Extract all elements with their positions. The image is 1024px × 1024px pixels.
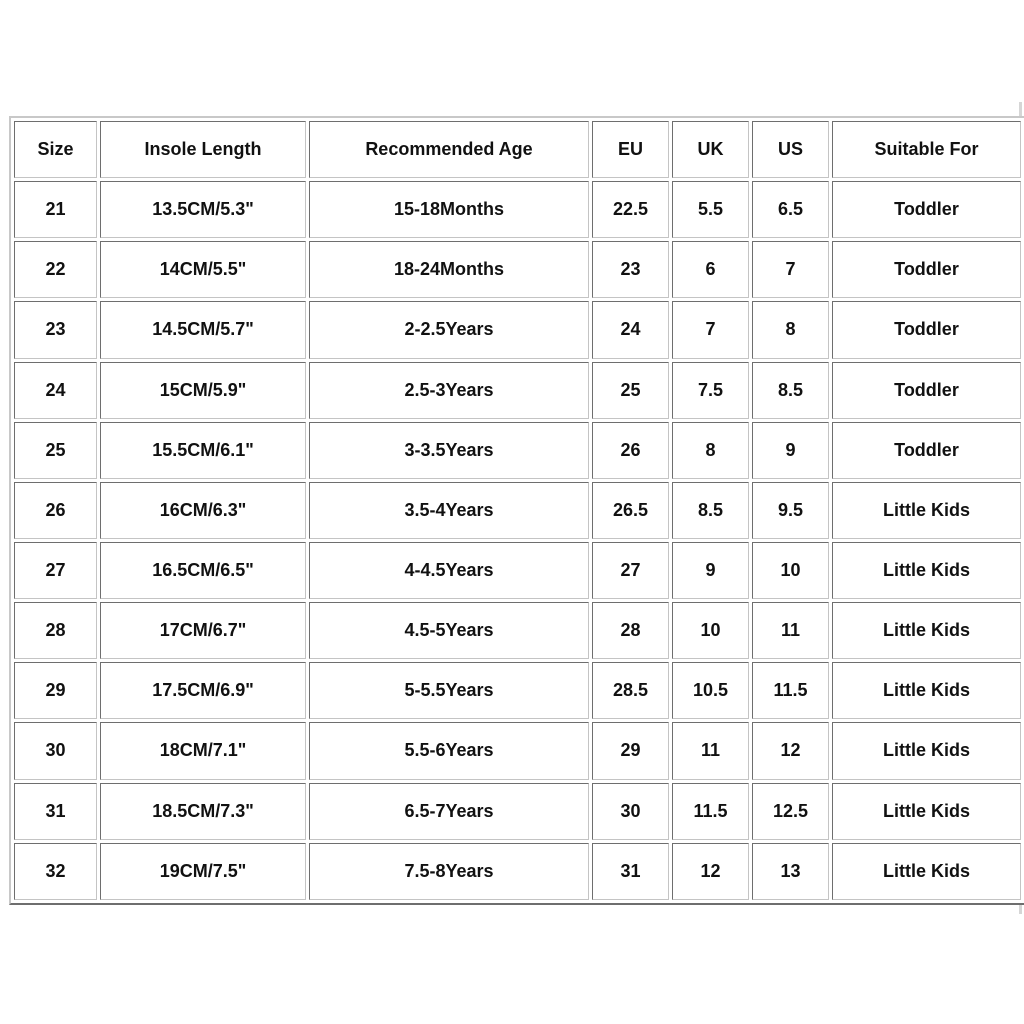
cell-recommended-age: 15-18Months <box>309 181 589 238</box>
cell-uk: 7 <box>672 301 749 358</box>
cell-us: 7 <box>752 241 829 298</box>
cell-size: 26 <box>14 482 97 539</box>
cell-recommended-age: 4.5-5Years <box>309 602 589 659</box>
cell-insole-length: 16CM/6.3" <box>100 482 306 539</box>
cell-eu: 28.5 <box>592 662 669 719</box>
cell-size: 29 <box>14 662 97 719</box>
cell-us: 11 <box>752 602 829 659</box>
cell-us: 8.5 <box>752 362 829 419</box>
table-row <box>14 783 1021 840</box>
cell-recommended-age: 6.5-7Years <box>309 783 589 840</box>
cell-recommended-age: 5-5.5Years <box>309 662 589 719</box>
table-row <box>14 422 1021 479</box>
cell-us: 9 <box>752 422 829 479</box>
table-row <box>14 181 1021 238</box>
cell-insole-length: 17CM/6.7" <box>100 602 306 659</box>
cell-uk: 7.5 <box>672 362 749 419</box>
cell-us: 13 <box>752 843 829 900</box>
table-row <box>14 843 1021 900</box>
table-row <box>14 241 1021 298</box>
cell-uk: 11.5 <box>672 783 749 840</box>
cell-recommended-age: 2-2.5Years <box>309 301 589 358</box>
cell-insole-length: 14CM/5.5" <box>100 241 306 298</box>
cell-size: 32 <box>14 843 97 900</box>
table-row <box>14 602 1021 659</box>
cell-uk: 8.5 <box>672 482 749 539</box>
cell-eu: 26 <box>592 422 669 479</box>
cell-eu: 28 <box>592 602 669 659</box>
cell-insole-length: 19CM/7.5" <box>100 843 306 900</box>
cell-suitable-for: Toddler <box>832 301 1021 358</box>
cell-recommended-age: 5.5-6Years <box>309 722 589 779</box>
cell-suitable-for: Little Kids <box>832 482 1021 539</box>
cell-us: 6.5 <box>752 181 829 238</box>
cell-eu: 26.5 <box>592 482 669 539</box>
cell-size: 21 <box>14 181 97 238</box>
cell-uk: 8 <box>672 422 749 479</box>
cell-insole-length: 14.5CM/5.7" <box>100 301 306 358</box>
cell-eu: 23 <box>592 241 669 298</box>
cell-size: 24 <box>14 362 97 419</box>
cell-suitable-for: Little Kids <box>832 542 1021 599</box>
cell-insole-length: 18.5CM/7.3" <box>100 783 306 840</box>
cell-uk: 5.5 <box>672 181 749 238</box>
cell-eu: 22.5 <box>592 181 669 238</box>
cell-suitable-for: Toddler <box>832 422 1021 479</box>
cell-eu: 31 <box>592 843 669 900</box>
cell-size: 25 <box>14 422 97 479</box>
cell-us: 12 <box>752 722 829 779</box>
table-row <box>14 542 1021 599</box>
cell-uk: 9 <box>672 542 749 599</box>
cell-uk: 12 <box>672 843 749 900</box>
cell-us: 12.5 <box>752 783 829 840</box>
cell-suitable-for: Little Kids <box>832 602 1021 659</box>
cell-suitable-for: Little Kids <box>832 662 1021 719</box>
header-recommended-age: Recommended Age <box>309 121 589 178</box>
cell-size: 28 <box>14 602 97 659</box>
table-row <box>14 722 1021 779</box>
cell-size: 27 <box>14 542 97 599</box>
table-row <box>14 662 1021 719</box>
size-chart-body <box>14 121 1021 900</box>
cell-size: 23 <box>14 301 97 358</box>
cell-insole-length: 17.5CM/6.9" <box>100 662 306 719</box>
size-chart-table <box>9 116 1024 905</box>
table-row <box>14 482 1021 539</box>
cell-suitable-for: Little Kids <box>832 843 1021 900</box>
cell-insole-length: 13.5CM/5.3" <box>100 181 306 238</box>
header-eu: EU <box>592 121 669 178</box>
cell-size: 31 <box>14 783 97 840</box>
cell-insole-length: 16.5CM/6.5" <box>100 542 306 599</box>
header-suitable-for: Suitable For <box>832 121 1021 178</box>
cell-suitable-for: Toddler <box>832 362 1021 419</box>
cell-eu: 27 <box>592 542 669 599</box>
cell-size: 30 <box>14 722 97 779</box>
cell-us: 10 <box>752 542 829 599</box>
cell-eu: 25 <box>592 362 669 419</box>
table-row <box>14 362 1021 419</box>
cell-suitable-for: Toddler <box>832 241 1021 298</box>
header-insole-length: Insole Length <box>100 121 306 178</box>
table-row <box>14 301 1021 358</box>
cell-suitable-for: Little Kids <box>832 722 1021 779</box>
cell-uk: 6 <box>672 241 749 298</box>
table-header-row <box>14 121 1021 178</box>
cell-recommended-age: 3-3.5Years <box>309 422 589 479</box>
cell-suitable-for: Toddler <box>832 181 1021 238</box>
cell-recommended-age: 2.5-3Years <box>309 362 589 419</box>
cell-recommended-age: 7.5-8Years <box>309 843 589 900</box>
cell-insole-length: 15.5CM/6.1" <box>100 422 306 479</box>
cell-us: 11.5 <box>752 662 829 719</box>
cell-us: 8 <box>752 301 829 358</box>
cell-suitable-for: Little Kids <box>832 783 1021 840</box>
cell-us: 9.5 <box>752 482 829 539</box>
header-size: Size <box>14 121 97 178</box>
cell-recommended-age: 4-4.5Years <box>309 542 589 599</box>
cell-eu: 24 <box>592 301 669 358</box>
header-us: US <box>752 121 829 178</box>
cell-uk: 10 <box>672 602 749 659</box>
cell-insole-length: 18CM/7.1" <box>100 722 306 779</box>
cell-recommended-age: 18-24Months <box>309 241 589 298</box>
cell-uk: 11 <box>672 722 749 779</box>
cell-eu: 30 <box>592 783 669 840</box>
cell-eu: 29 <box>592 722 669 779</box>
header-uk: UK <box>672 121 749 178</box>
cell-recommended-age: 3.5-4Years <box>309 482 589 539</box>
cell-uk: 10.5 <box>672 662 749 719</box>
cell-insole-length: 15CM/5.9" <box>100 362 306 419</box>
cell-size: 22 <box>14 241 97 298</box>
